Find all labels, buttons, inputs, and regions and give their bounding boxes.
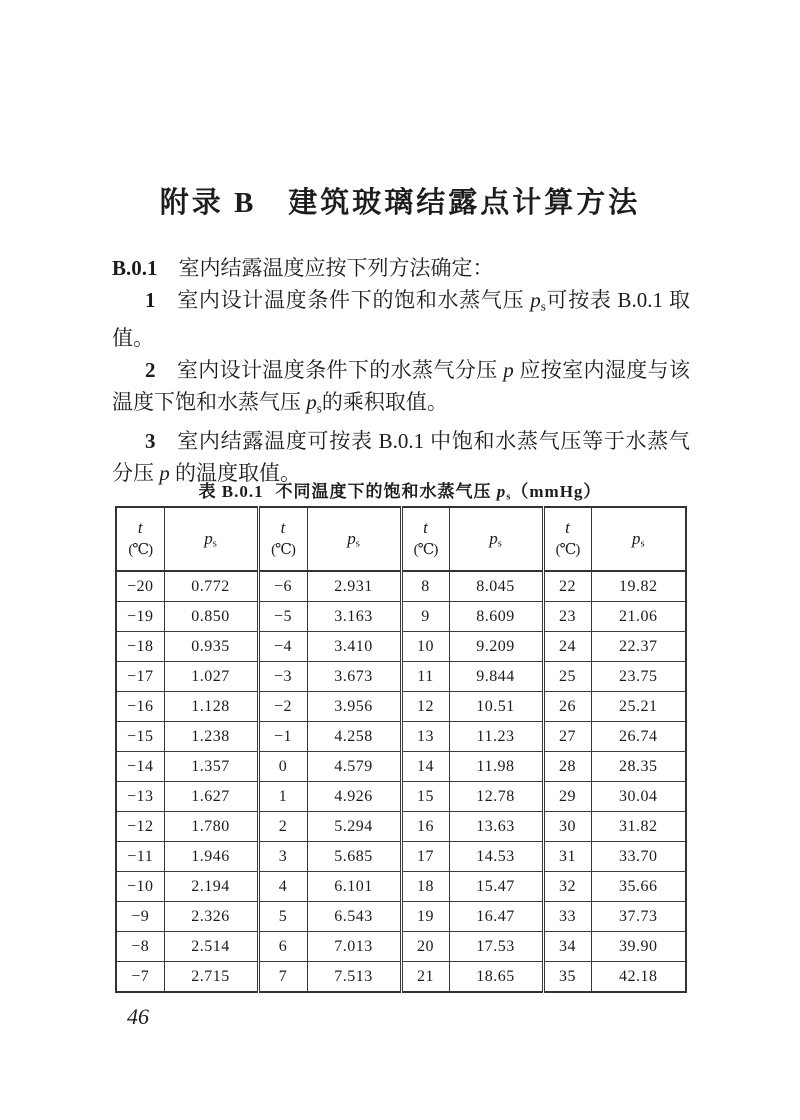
pressure-cell: 2.931 bbox=[307, 571, 401, 602]
temperature-cell: 16 bbox=[401, 812, 449, 842]
temperature-cell: 14 bbox=[401, 752, 449, 782]
appendix-title: 附录 B 建筑玻璃结露点计算方法 bbox=[159, 187, 641, 219]
temperature-cell: 5 bbox=[258, 902, 307, 932]
temperature-cell: 8 bbox=[401, 571, 449, 602]
temperature-column-header: t (℃) bbox=[401, 507, 449, 571]
table-caption-title: 不同温度下的饱和水蒸气压 bbox=[275, 482, 497, 501]
pressure-cell: 3.163 bbox=[307, 602, 401, 632]
table-row bbox=[116, 842, 686, 872]
temperature-cell: −7 bbox=[116, 962, 164, 993]
temperature-cell: 18 bbox=[401, 872, 449, 902]
temperature-cell: 12 bbox=[401, 692, 449, 722]
pressure-column-header: $p_s$ bbox=[164, 507, 258, 571]
temperature-cell: 11 bbox=[401, 662, 449, 692]
clause-paragraph: B.0.1 室内结露温度应按下列方法确定： bbox=[112, 256, 494, 280]
temperature-cell: 1 bbox=[258, 782, 307, 812]
temperature-cell: 10 bbox=[401, 632, 449, 662]
temperature-cell: 29 bbox=[543, 782, 591, 812]
temperature-cell: −13 bbox=[116, 782, 164, 812]
pressure-cell: 4.258 bbox=[307, 722, 401, 752]
clause-label: B.0.1 bbox=[112, 256, 158, 280]
table-caption-unit: （mmHg） bbox=[511, 482, 602, 501]
temperature-cell: 31 bbox=[543, 842, 591, 872]
temperature-cell: 3 bbox=[258, 842, 307, 872]
temperature-cell: 0 bbox=[258, 752, 307, 782]
pressure-column-header: $p_s$ bbox=[449, 507, 543, 571]
numbered-item: 1 室内设计温度条件下的饱和水蒸气压 $p_s$可按表 B.0.1 取值。 bbox=[112, 288, 690, 351]
numbered-item: 2 室内设计温度条件下的水蒸气分压 p 应按室内湿度与该温度下饱和水蒸气压 $p_s$的乘积取值。 bbox=[112, 358, 691, 416]
pressure-cell: 15.47 bbox=[449, 872, 543, 902]
temperature-cell: −3 bbox=[258, 662, 307, 692]
table-row bbox=[116, 722, 686, 752]
pressure-cell: 3.410 bbox=[307, 632, 401, 662]
pressure-cell: 2.715 bbox=[164, 962, 258, 993]
temperature-cell: −11 bbox=[116, 842, 164, 872]
pressure-cell: 7.513 bbox=[307, 962, 401, 993]
pressure-column-header: $p_s$ bbox=[307, 507, 401, 571]
pressure-cell: 14.53 bbox=[449, 842, 543, 872]
temperature-cell: 27 bbox=[543, 722, 591, 752]
temperature-cell: 35 bbox=[543, 962, 591, 993]
temperature-cell: 30 bbox=[543, 812, 591, 842]
pressure-cell: 6.543 bbox=[307, 902, 401, 932]
table-row bbox=[116, 872, 686, 902]
temperature-cell: 25 bbox=[543, 662, 591, 692]
temperature-cell: 6 bbox=[258, 932, 307, 962]
pressure-cell: 1.627 bbox=[164, 782, 258, 812]
temperature-cell: −1 bbox=[258, 722, 307, 752]
pressure-cell: 26.74 bbox=[591, 722, 686, 752]
temperature-cell: −12 bbox=[116, 812, 164, 842]
pressure-cell: 42.18 bbox=[591, 962, 686, 993]
pressure-cell: 9.844 bbox=[449, 662, 543, 692]
temperature-cell: −15 bbox=[116, 722, 164, 752]
table-caption-number: 表 B.0.1 bbox=[198, 482, 264, 501]
temperature-cell: −14 bbox=[116, 752, 164, 782]
pressure-cell: 11.23 bbox=[449, 722, 543, 752]
page-number: 46 bbox=[127, 1004, 149, 1029]
table-row bbox=[116, 752, 686, 782]
pressure-cell: 31.82 bbox=[591, 812, 686, 842]
temperature-cell: 32 bbox=[543, 872, 591, 902]
temperature-cell: −20 bbox=[116, 571, 164, 602]
temperature-cell: 13 bbox=[401, 722, 449, 752]
pressure-cell: 1.780 bbox=[164, 812, 258, 842]
pressure-cell: 1.128 bbox=[164, 692, 258, 722]
p-variable: p bbox=[159, 460, 170, 485]
temperature-cell: 21 bbox=[401, 962, 449, 993]
saturation-pressure-table bbox=[115, 506, 687, 993]
pressure-cell: 21.06 bbox=[591, 602, 686, 632]
temperature-cell: 28 bbox=[543, 752, 591, 782]
temperature-cell: −6 bbox=[258, 571, 307, 602]
pressure-cell: 30.04 bbox=[591, 782, 686, 812]
pressure-cell: 33.70 bbox=[591, 842, 686, 872]
table-header-row bbox=[116, 507, 686, 571]
temperature-cell: −10 bbox=[116, 872, 164, 902]
pressure-cell: 19.82 bbox=[591, 571, 686, 602]
temperature-cell: 9 bbox=[401, 602, 449, 632]
temperature-cell: 2 bbox=[258, 812, 307, 842]
pressure-cell: 0.935 bbox=[164, 632, 258, 662]
pressure-column-header: $p_s$ bbox=[591, 507, 686, 571]
temperature-cell: −16 bbox=[116, 692, 164, 722]
temperature-cell: −17 bbox=[116, 662, 164, 692]
temperature-cell: 4 bbox=[258, 872, 307, 902]
temperature-cell: 19 bbox=[401, 902, 449, 932]
pressure-cell: 18.65 bbox=[449, 962, 543, 993]
table-row bbox=[116, 932, 686, 962]
pressure-cell: 11.98 bbox=[449, 752, 543, 782]
table-row bbox=[116, 571, 686, 602]
pressure-cell: 1.357 bbox=[164, 752, 258, 782]
table-row bbox=[116, 962, 686, 993]
table-row bbox=[116, 782, 686, 812]
temperature-cell: 24 bbox=[543, 632, 591, 662]
body-paragraphs bbox=[112, 252, 690, 489]
p-variable: p bbox=[503, 358, 514, 383]
temperature-cell: 23 bbox=[543, 602, 591, 632]
temperature-column-header: t (℃) bbox=[258, 507, 307, 571]
pressure-cell: 5.294 bbox=[307, 812, 401, 842]
temperature-cell: 34 bbox=[543, 932, 591, 962]
pressure-cell: 9.209 bbox=[449, 632, 543, 662]
temperature-cell: −2 bbox=[258, 692, 307, 722]
pressure-cell: 2.326 bbox=[164, 902, 258, 932]
temperature-cell: −18 bbox=[116, 632, 164, 662]
pressure-cell: 12.78 bbox=[449, 782, 543, 812]
table-caption bbox=[0, 477, 800, 503]
temperature-cell: −8 bbox=[116, 932, 164, 962]
temperature-column-header: t (℃) bbox=[116, 507, 164, 571]
pressure-cell: 23.75 bbox=[591, 662, 686, 692]
temperature-cell: −5 bbox=[258, 602, 307, 632]
table-row bbox=[116, 902, 686, 932]
pressure-cell: 4.926 bbox=[307, 782, 401, 812]
temperature-column-header: t (℃) bbox=[543, 507, 591, 571]
temperature-cell: 15 bbox=[401, 782, 449, 812]
temperature-cell: −4 bbox=[258, 632, 307, 662]
temperature-cell: 22 bbox=[543, 571, 591, 602]
table-row bbox=[116, 812, 686, 842]
pressure-cell: 1.946 bbox=[164, 842, 258, 872]
temperature-cell: 33 bbox=[543, 902, 591, 932]
pressure-cell: 3.673 bbox=[307, 662, 401, 692]
ps-variable: $p_s$ bbox=[530, 288, 546, 314]
numbered-item: 3 室内结露温度可按表 B.0.1 中饱和水蒸气压等于水蒸气分压 p 的温度取值。 bbox=[112, 428, 690, 485]
ps-variable: $p_s$ bbox=[306, 390, 322, 416]
temperature-cell: −9 bbox=[116, 902, 164, 932]
temperature-cell: 26 bbox=[543, 692, 591, 722]
pressure-cell: 22.37 bbox=[591, 632, 686, 662]
item-number: 1 bbox=[145, 288, 156, 312]
item-number: 2 bbox=[145, 358, 156, 383]
pressure-cell: 1.027 bbox=[164, 662, 258, 692]
pressure-cell: 5.685 bbox=[307, 842, 401, 872]
temperature-cell: 20 bbox=[401, 932, 449, 962]
pressure-cell: 37.73 bbox=[591, 902, 686, 932]
pressure-cell: 39.90 bbox=[591, 932, 686, 962]
pressure-cell: 17.53 bbox=[449, 932, 543, 962]
ps-variable: $p_s$ bbox=[496, 482, 512, 503]
temperature-cell: 7 bbox=[258, 962, 307, 993]
pressure-cell: 6.101 bbox=[307, 872, 401, 902]
pressure-cell: 0.850 bbox=[164, 602, 258, 632]
pressure-cell: 25.21 bbox=[591, 692, 686, 722]
pressure-cell: 2.514 bbox=[164, 932, 258, 962]
temperature-cell: −19 bbox=[116, 602, 164, 632]
pressure-cell: 10.51 bbox=[449, 692, 543, 722]
table-row bbox=[116, 692, 686, 722]
pressure-cell: 16.47 bbox=[449, 902, 543, 932]
temperature-cell: 17 bbox=[401, 842, 449, 872]
pressure-cell: 8.045 bbox=[449, 571, 543, 602]
pressure-cell: 35.66 bbox=[591, 872, 686, 902]
pressure-cell: 2.194 bbox=[164, 872, 258, 902]
table-row bbox=[116, 632, 686, 662]
item-number: 3 bbox=[145, 428, 156, 453]
pressure-cell: 7.013 bbox=[307, 932, 401, 962]
pressure-cell: 4.579 bbox=[307, 752, 401, 782]
table-row bbox=[116, 662, 686, 692]
table-row bbox=[116, 602, 686, 632]
pressure-cell: 28.35 bbox=[591, 752, 686, 782]
pressure-cell: 1.238 bbox=[164, 722, 258, 752]
pressure-cell: 0.772 bbox=[164, 571, 258, 602]
pressure-cell: 3.956 bbox=[307, 692, 401, 722]
pressure-cell: 8.609 bbox=[449, 602, 543, 632]
pressure-cell: 13.63 bbox=[449, 812, 543, 842]
